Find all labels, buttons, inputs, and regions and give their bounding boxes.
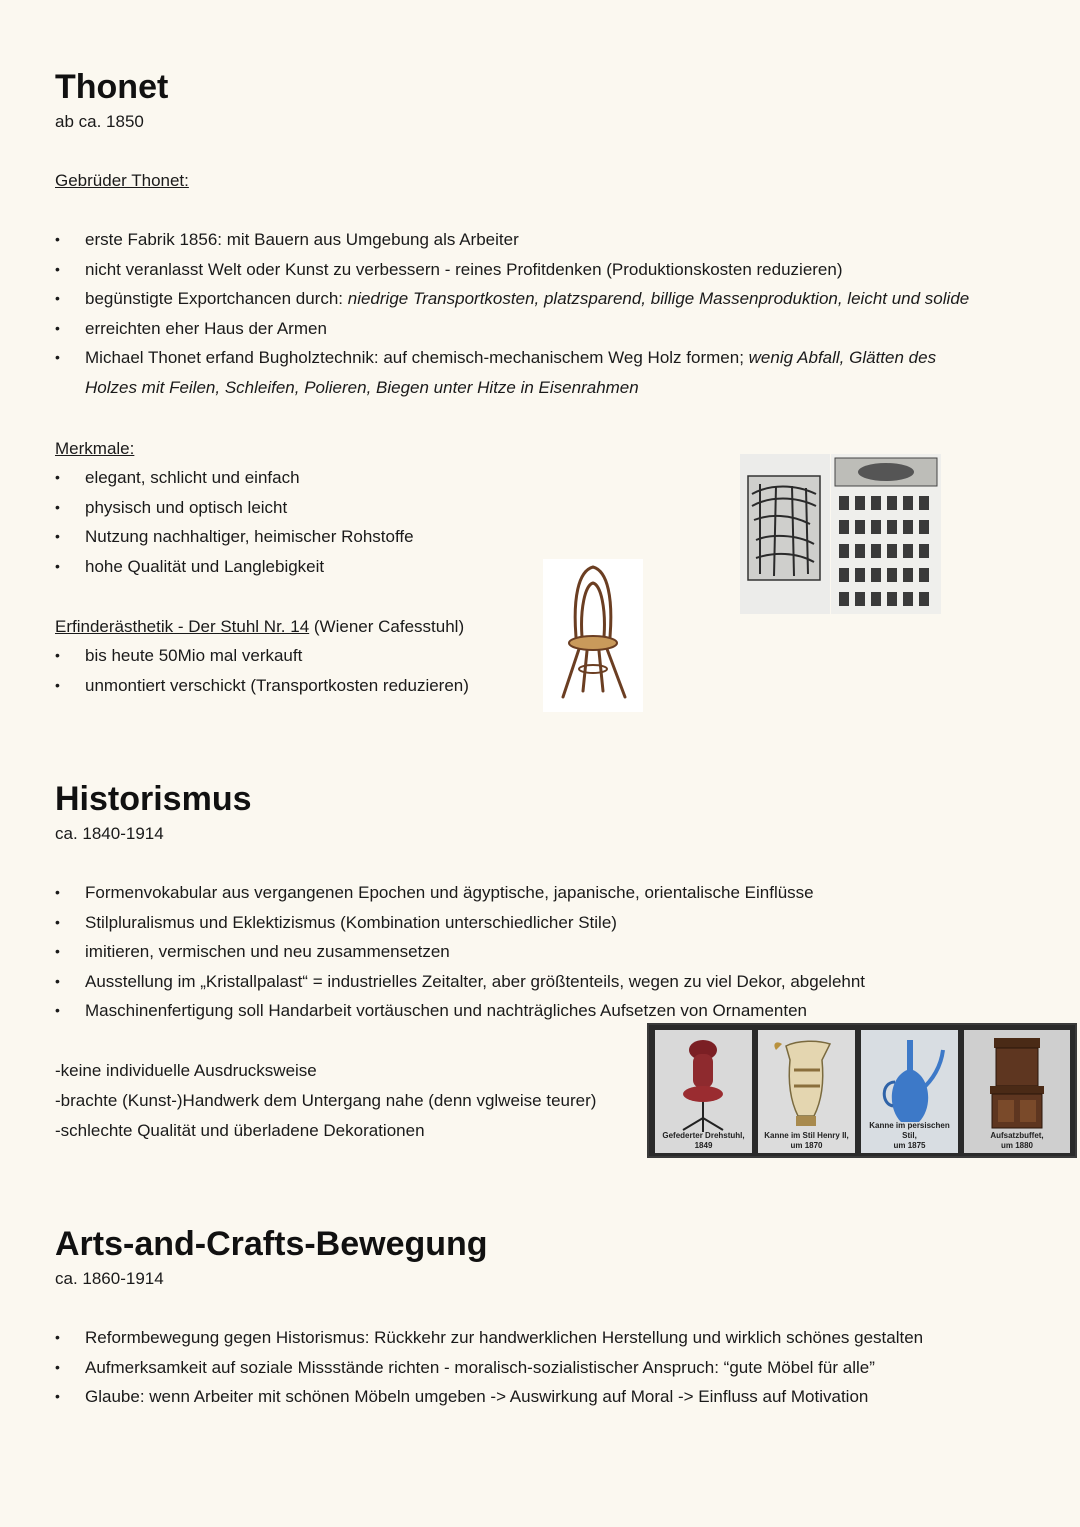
list-item: • Formenvokabular aus vergangenen Epochen und ägyptische, japanische, orientalische Einflüsse — [55, 878, 1045, 908]
thonet-catalog-image — [831, 454, 941, 614]
list-item: • Maschinenfertigung soll Handarbeit vortäuschen und nachträgliches Aufsetzen von Ornamenten — [55, 996, 1045, 1026]
figure-persian-jug — [861, 1030, 958, 1153]
list-item: • begünstigte Exportchancen durch: niedrige Transportkosten, platzsparend, billige Massenproduktion, leicht und solide — [55, 284, 1045, 314]
historismus-bullet-list — [55, 878, 1045, 1026]
figure-caption: Kanne im persischen Stil, um 1875 — [869, 1121, 950, 1150]
list-item: • nicht veranlasst Welt oder Kunst zu verbessern - reines Profitdenken (Produktionskosten reduzieren) — [55, 255, 1045, 285]
list-item: • imitieren, vermischen und neu zusammensetzen — [55, 937, 1045, 967]
figure-henry-ii-jug — [758, 1030, 855, 1153]
list-item: • erste Fabrik 1856: mit Bauern aus Umgebung als Arbeiter — [55, 225, 1045, 255]
thonet-bullet-list — [55, 225, 1045, 403]
list-item: • erreichten eher Haus der Armen — [55, 314, 1045, 344]
chair-no14-image — [543, 559, 643, 712]
list-item: • hohe Qualität und Langlebigkeit — [55, 552, 555, 582]
historismus-note: -schlechte Qualität und überladene Dekorationen — [55, 1121, 425, 1140]
brothers-heading: Gebrüder Thonet: — [55, 171, 189, 190]
list-item: • Ausstellung im „Kristallpalast“ = industrielles Zeitalter, aber größtenteils, wegen zu viel Dekor, abgelehnt — [55, 967, 1045, 997]
features-heading: Merkmale: — [55, 439, 135, 458]
list-item: • Reformbewegung gegen Historismus: Rückkehr zur handwerklichen Herstellung und wirklich schönes gestalten — [55, 1323, 1045, 1353]
list-item: • Stilpluralismus und Eklektizismus (Kombination unterschiedlicher Stile) — [55, 908, 1045, 938]
figure-buffet — [964, 1030, 1070, 1153]
figure-caption: Gefederter Drehstuhl, 1849 — [662, 1131, 745, 1150]
arts-crafts-date: ca. 1860-1914 — [55, 1269, 164, 1288]
figure-caption: Aufsatzbuffet, um 1880 — [990, 1131, 1044, 1150]
historismus-date: ca. 1840-1914 — [55, 824, 164, 843]
historismus-note: -brachte (Kunst-)Handwerk dem Untergang nahe (denn vglweise teurer) — [55, 1091, 597, 1110]
chair-heading: Erfinderästhetik - Der Stuhl Nr. 14 (Wiener Cafesstuhl) — [55, 617, 465, 636]
bentwood-crate-image — [740, 454, 830, 614]
historismus-figure-strip — [647, 1023, 1077, 1158]
list-item: • Glaube: wenn Arbeiter mit schönen Möbeln umgeben -> Auswirkung auf Moral -> Einfluss auf Motivation — [55, 1382, 1045, 1412]
list-item: • unmontiert verschickt (Transportkosten reduzieren) — [55, 671, 535, 701]
thonet-title: Thonet — [55, 68, 169, 106]
list-item: • bis heute 50Mio mal verkauft — [55, 641, 535, 671]
list-item: • Nutzung nachhaltiger, heimischer Rohstoffe — [55, 522, 555, 552]
thonet-date: ab ca. 1850 — [55, 112, 144, 131]
list-item: • elegant, schlicht und einfach — [55, 463, 555, 493]
historismus-title: Historismus — [55, 780, 252, 818]
figure-caption: Kanne im Stil Henry II, um 1870 — [764, 1131, 849, 1150]
list-item: • physisch und optisch leicht — [55, 493, 555, 523]
arts-crafts-bullet-list — [55, 1323, 1045, 1412]
list-item: • Aufmerksamkeit auf soziale Missstände richten - moralisch-sozialistischer Anspruch: “gute Möbel für alle” — [55, 1353, 1045, 1383]
historismus-note: -keine individuelle Ausdrucksweise — [55, 1061, 317, 1080]
arts-crafts-title: Arts-and-Crafts-Bewegung — [55, 1225, 488, 1263]
chair-list — [55, 641, 535, 700]
list-item: • Michael Thonet erfand Bugholztechnik: auf chemisch-mechanischem Weg Holz formen; wenig Abfall, Glätten des Holzes mit Feilen, Schleifen, Polieren, Biegen unter Hitze in Eisenrahmen — [55, 343, 985, 402]
features-list — [55, 463, 555, 581]
figure-swivel-chair — [655, 1030, 752, 1153]
